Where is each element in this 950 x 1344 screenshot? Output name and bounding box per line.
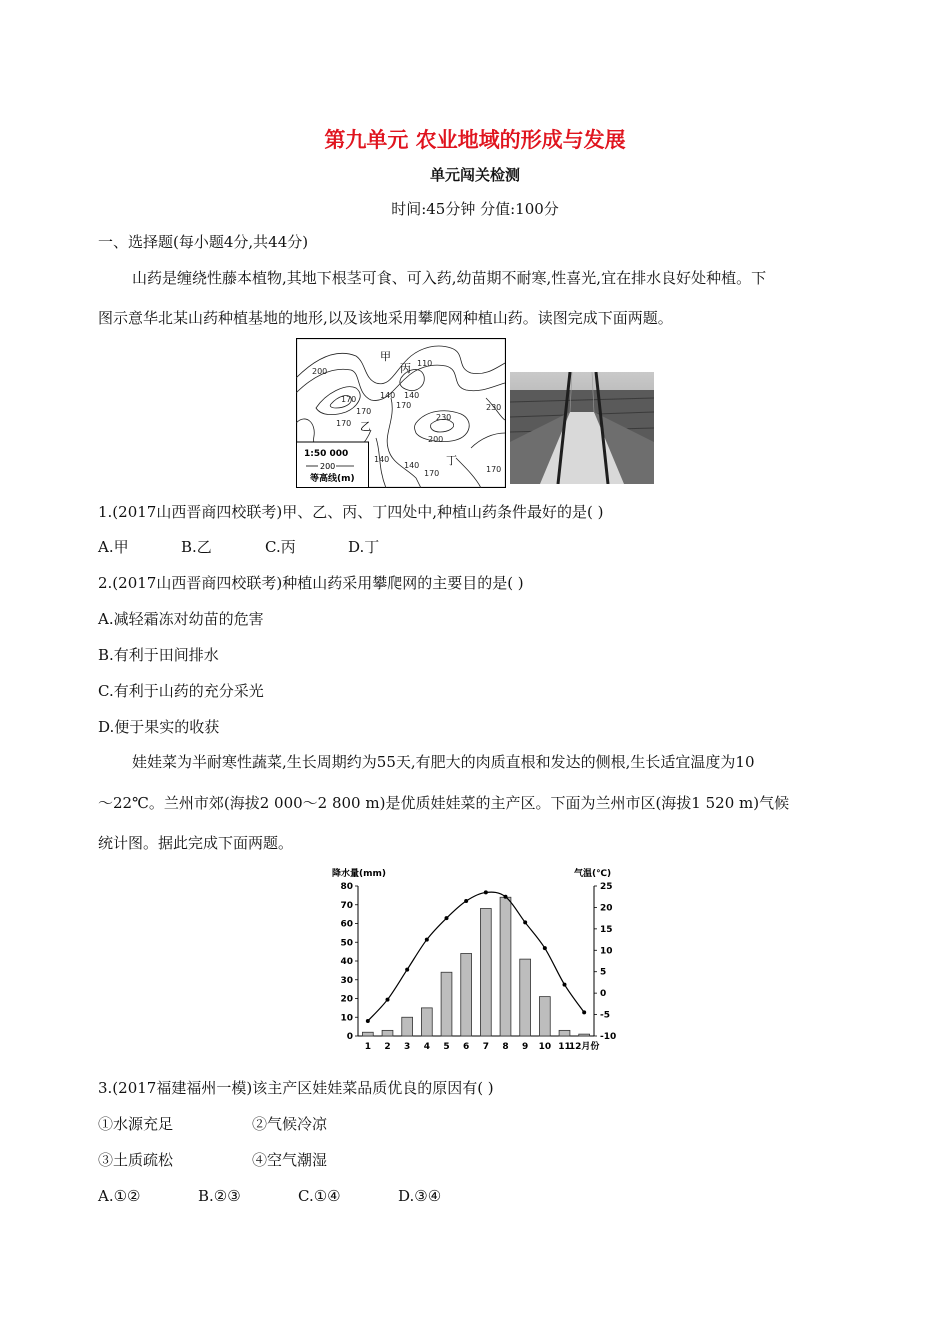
q3-item-1: ①水源充足 xyxy=(98,1115,174,1133)
q3-item-4: ④空气潮湿 xyxy=(252,1151,328,1169)
passage2-line3: 统计图。据此完成下面两题。 xyxy=(98,834,294,852)
chart-y2label: 气温(℃) xyxy=(574,869,612,879)
y2-tick-label: -5 xyxy=(600,1010,610,1021)
q2-option-c[interactable]: C.有利于山药的充分采光 xyxy=(98,682,264,700)
y2-tick-label: 20 xyxy=(600,903,613,914)
y2-tick-label: 15 xyxy=(600,924,613,935)
contour-value: 170 xyxy=(424,469,440,478)
contour-value: 140 xyxy=(404,391,420,400)
precip-bar xyxy=(362,1032,373,1036)
climbing-net-photo xyxy=(510,372,654,488)
contour-value: 170 xyxy=(336,419,352,428)
x-tick-label: 3 xyxy=(404,1042,411,1052)
legend-label: 等高线(m) xyxy=(310,474,355,484)
y2-tick-label: 5 xyxy=(600,967,607,978)
map-label-bing: 丙 xyxy=(400,362,411,375)
precip-bar xyxy=(579,1034,590,1036)
chart-ylabel: 降水量(mm) xyxy=(332,869,386,879)
y2-tick-label: 25 xyxy=(600,882,613,892)
y-tick-label: 40 xyxy=(340,957,353,967)
precip-bar xyxy=(480,909,491,1037)
precip-bar xyxy=(520,959,531,1036)
temperature-point xyxy=(405,968,409,972)
y-tick-label: 70 xyxy=(340,900,353,911)
precip-bar xyxy=(461,954,472,1037)
x-tick-label: 7 xyxy=(482,1042,489,1052)
q3-option-d[interactable]: D.③④ xyxy=(398,1187,442,1205)
q3-option-a[interactable]: A.①② xyxy=(98,1187,141,1205)
q3-item-3: ③土质疏松 xyxy=(98,1151,174,1169)
y-tick-label: 50 xyxy=(340,938,353,949)
map-label-ding: 丁 xyxy=(446,454,457,467)
precip-bar xyxy=(539,997,550,1036)
x-tick-label: 6 xyxy=(463,1042,470,1052)
temperature-point xyxy=(543,946,547,950)
y-tick-label: 30 xyxy=(340,975,353,986)
y-tick-label: 20 xyxy=(340,994,353,1005)
y2-tick-label: -10 xyxy=(600,1032,617,1042)
x-tick-label: 4 xyxy=(423,1042,430,1052)
climate-chart xyxy=(326,862,626,1062)
temperature-point xyxy=(523,920,527,924)
contour-value: 170 xyxy=(486,465,502,474)
y2-tick-label: 10 xyxy=(600,946,613,957)
temperature-point xyxy=(386,998,390,1002)
contour-value: 170 xyxy=(396,401,412,410)
passage1-line2: 图示意华北某山药种植基地的地形,以及该地采用攀爬网种植山药。读图完成下面两题。 xyxy=(98,309,673,327)
y-tick-label: 60 xyxy=(340,919,353,930)
exam-meta: 时间:45分钟 分值:100分 xyxy=(391,200,559,218)
map-scale: 1:50 000 xyxy=(304,449,349,459)
contour-map xyxy=(296,338,506,492)
q3-option-b[interactable]: B.②③ xyxy=(198,1187,241,1205)
q3-option-c[interactable]: C.①④ xyxy=(298,1187,341,1205)
y2-tick-label: 0 xyxy=(600,989,607,1000)
precip-bar xyxy=(559,1030,570,1036)
y-tick-label: 0 xyxy=(346,1032,353,1042)
legend-contour-value: 200 xyxy=(320,462,336,471)
contour-value: 170 xyxy=(356,407,372,416)
passage2-line1: 娃娃菜为半耐寒性蔬菜,生长周期约为55天,有肥大的肉质直根和发达的侧根,生长适宜温度为10 xyxy=(132,753,755,771)
q2-option-d[interactable]: D.便于果实的收获 xyxy=(98,718,220,736)
page-subtitle: 单元闯关检测 xyxy=(429,166,520,184)
y-tick-label: 80 xyxy=(340,882,353,892)
q2-option-b[interactable]: B.有利于田间排水 xyxy=(98,646,219,664)
contour-value: 200 xyxy=(428,435,444,444)
x-tick-label: 2 xyxy=(384,1042,391,1052)
x-tick-label: 10 xyxy=(538,1042,552,1052)
passage1-line1: 山药是缠绕性藤本植物,其地下根茎可食、可入药,幼苗期不耐寒,性喜光,宜在排水良好处种植。下 xyxy=(132,269,767,287)
contour-value: 230 xyxy=(436,413,452,422)
temperature-point xyxy=(504,895,508,899)
q1-option-b[interactable]: B.乙 xyxy=(181,538,212,556)
q3-item-2: ②气候冷凉 xyxy=(252,1115,328,1133)
temperature-point xyxy=(563,983,567,987)
temperature-point xyxy=(425,938,429,942)
x-tick-label: 9 xyxy=(522,1042,529,1052)
temperature-point xyxy=(366,1019,370,1023)
temperature-point xyxy=(445,916,449,920)
q1-option-c[interactable]: C.丙 xyxy=(265,538,296,556)
precip-bar xyxy=(382,1030,393,1036)
contour-value: 170 xyxy=(341,395,357,404)
contour-value: 140 xyxy=(380,391,396,400)
contour-value: 140 xyxy=(374,455,390,464)
x-tick-label: 8 xyxy=(502,1042,509,1052)
x-tick-label: 12月份 xyxy=(568,1042,600,1052)
section-heading: 一、选择题(每小题4分,共44分) xyxy=(98,233,309,251)
y-tick-label: 10 xyxy=(340,1013,353,1024)
contour-value: 200 xyxy=(312,367,328,376)
page-title: 第九单元 农业地域的形成与发展 xyxy=(324,128,626,152)
x-tick-label: 5 xyxy=(443,1042,450,1052)
contour-value: 140 xyxy=(404,461,420,470)
q1-option-d[interactable]: D.丁 xyxy=(348,538,380,556)
q2-stem: 2.(2017山西晋商四校联考)种植山药采用攀爬网的主要目的是( ) xyxy=(98,574,524,592)
passage2-line2: ～22℃。兰州市郊(海拔2 000～2 800 m)是优质娃娃菜的主产区。下面为兰州市区(海拔1 520 m)气候 xyxy=(98,794,790,812)
contour-value: 110 xyxy=(417,359,433,368)
precip-bar xyxy=(402,1017,413,1036)
precip-bar xyxy=(421,1008,432,1036)
q1-stem: 1.(2017山西晋商四校联考)甲、乙、丙、丁四处中,种植山药条件最好的是( ) xyxy=(98,503,604,521)
precip-bar xyxy=(441,972,452,1036)
temperature-line xyxy=(368,892,584,1021)
x-tick-label: 1 xyxy=(364,1042,371,1052)
q2-option-a[interactable]: A.减轻霜冻对幼苗的危害 xyxy=(98,610,264,628)
map-label-yi: 乙 xyxy=(360,420,371,433)
x-tick-label: 11 xyxy=(558,1042,571,1052)
contour-value: 230 xyxy=(486,403,502,412)
q1-option-a[interactable]: A.甲 xyxy=(98,538,129,556)
temperature-point xyxy=(484,890,488,894)
q3-stem: 3.(2017福建福州一模)该主产区娃娃菜品质优良的原因有( ) xyxy=(98,1079,494,1097)
map-label-jia: 甲 xyxy=(380,350,391,363)
temperature-point xyxy=(582,1010,586,1014)
temperature-point xyxy=(464,899,468,903)
precip-bar xyxy=(500,897,511,1036)
